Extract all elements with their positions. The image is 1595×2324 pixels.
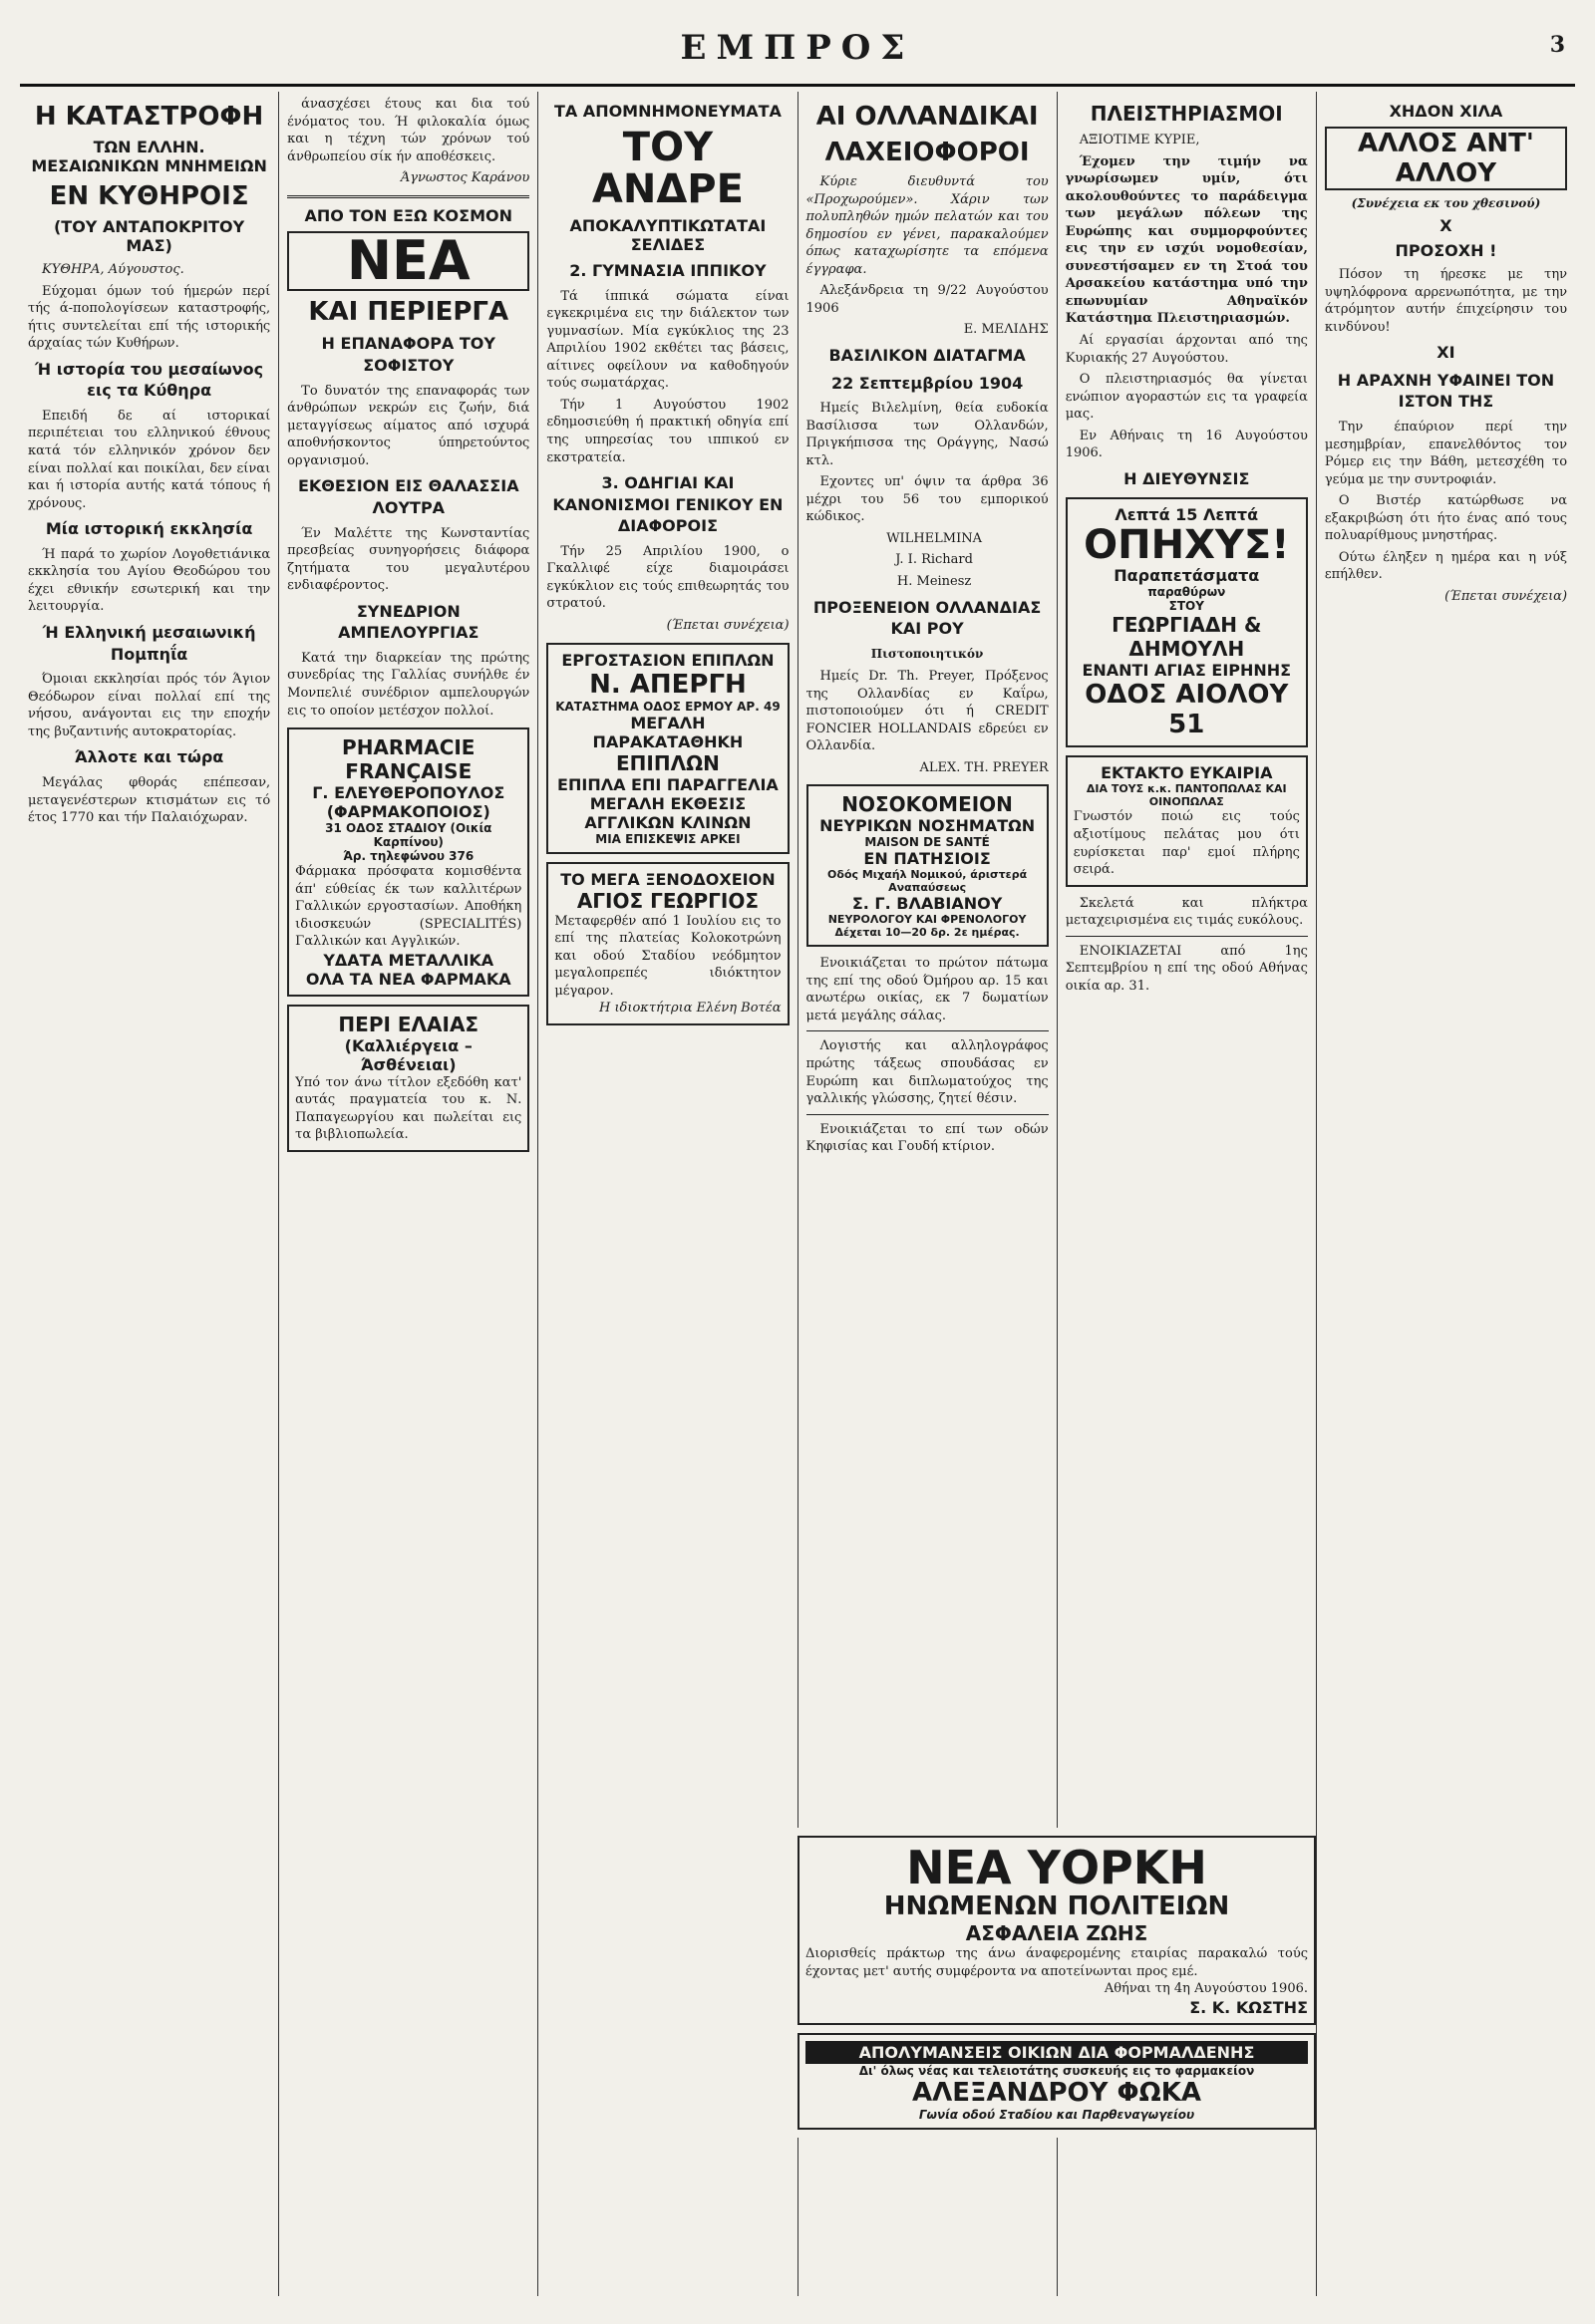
ad-subtitle: ΑΣΦΑΛΕΙΑ ΖΩΗΣ [965,1921,1148,1946]
dateline: Αλεξάνδρεια τη 9/22 Αυγούστου 1906 [805,283,1049,316]
ad-body: Γνωστόν ποιώ εις τούς αξιοτίμους πελάτας μου ότι ευρίσκεται παρ' εμοί πλήρης σειρά. [1073,809,1300,878]
chapter-title: Η ΑΡΑΧΝΗ ΥΦΑΙΝΕΙ ΤΟΝ ΙΣΤΟΝ ΤΗΣ [1337,370,1555,412]
signature: ALEX. TH. PREYER [919,759,1049,775]
ad-kicker: ΕΡΓΟΣΤΑΣΙΟΝ ΕΠΙΠΛΩΝ [561,650,775,670]
column-1 [20,92,278,2296]
paragraph: Εύχομαι όμων τού ήμερών περί τής ά-ποπολογίσεων καταστροφής, ήτις συντελείται επί τής ιστορικής άρχαίας τών Κυθήρων. [28,283,271,352]
ad-line: ΜΕΓΑΛΗ ΕΚΘΕΣΙΣ ΑΓΓΛΙΚΩΝ ΚΛΙΝΩΝ [584,793,752,832]
paragraph: Τά ίππικά σώματα είναι εγκεκριμένα εις την διάλεκτον των γυμνασίων. Μία εγκύκλιος της 23 Απριλίου 1902 εκθέτει τας βάσεις, αίτινες οφείλουν να καθοδηγούν τούς σωματάρχας. [546,288,790,392]
ad-signature: Σ. Κ. ΚΩΣΤΗΣ [1189,1997,1308,2017]
article-body [28,261,270,827]
paragraph: Κύριε διευθυντά του «Προχωρούμεν». Χάριν των πολυπληθών ημών πελατών και του δημοσίου εν γένει, παρακαλούμεν όπως καταχωρίσητε τα επόμενα έγγραφα. [805,174,1049,277]
article-kicker: ΤΑ ΑΠΟΜΝΗΜΟΝΕΥΜΑΤΑ [553,102,782,121]
section-heading: 2. ΓΥΜΝΑΣΙΑ ΙΠΠΙΚΟΥ [569,261,767,280]
classified-ad: ΕΝΟΙΚΙΑΖΕΤΑΙ από 1ης Σεπτεμβρίου η επί της οδού Αθήνας οικία αρ. 31. [1065,943,1308,994]
article-title: ΤΟΥ ΑΝΔΡΕ [591,125,744,212]
section-heading: ΕΚΘΕΣΙΟΝ ΕΙΣ ΘΑΛΑΣΣΙΑ ΛΟΥΤΡΑ [297,476,519,517]
ad-line: MAISON DE SANTÉ [864,835,990,850]
section-heading: ΣΥΝΕΔΡΙΟΝ ΑΜΠΕΛΟΥΡΓΙΑΣ [338,601,479,643]
ad-title: ΟΠΗΧΥΣ! [1084,522,1290,569]
article-title-line2: ΛΑΧΕΙΟΦΟΡΟΙ [824,138,1030,167]
chapter-number: XI [1436,343,1455,363]
advertisement-hotel [546,862,789,1025]
serial-subtitle: (Συνέχεια εκ του χθεσινού) [1351,196,1541,210]
ad-specialty: ΝΕΥΡΟΛΟΓΟΥ ΚΑΙ ΦΡΕΝΟΛΟΓΟΥ [827,913,1027,927]
serial-body [1325,266,1567,605]
paragraph: Ή παρά το χωρίον Λογοθετιάνικα εκκλησία του Αγίου Θεοδώρου του έχει εθνικήν εσωτερική και την λειτουργία. [28,546,271,615]
dateline: ΚΥΘΗΡΑ, Αύγουστος. [42,262,184,277]
ad-price: Λεπτά 15 Λεπτά [1115,505,1259,525]
ad-line: ΜΕΓΑΛΗ ΠΑΡΑΚΑΤΑΘΗΚΗ [592,713,744,751]
paragraph: Εχοντες υπ' όψιν τα άρθρα 36 μέχρι του 56 του εμπορικού κώδικος. [805,474,1049,525]
ad-name: ΑΓΙΟΣ ΓΕΩΡΓΙΟΣ [576,888,760,913]
article-body [806,173,1049,776]
section-heading: ΠΡΟΞΕΝΕΙΟΝ ΟΛΛΑΝΔΙΑΣ ΚΑΙ ΡΟΥ [812,597,1042,639]
bottom-ads [798,1828,1316,2138]
ad-body: Διορισθείς πράκτωρ της άνω άναφερομένης εταιρίας παρακαλώ τούς έχοντας μετ' αυτής συμφέροντα να αποτείνωνται προς εμέ. [805,1946,1308,1979]
paragraph: Αί εργασίαι άρχονται από της Κυριακής 27 Αυγούστου. [1065,333,1308,366]
signature: Η ΔΙΕΥΘΥΝΣΙΣ [1123,468,1250,488]
article-title: ΑΙ ΟΛΛΑΝΔΙΚΑΙ [815,102,1039,132]
ad-kicker: ΤΟ ΜΕΓΑ ΞΕΝΟΔΟΧΕΙΟΝ [560,869,776,889]
masthead-title: ΕΜΠΡΟΣ [680,28,915,68]
section-heading: Η ΕΠΑΝΑΦΟΡΑ ΤΟΥ ΣΟΦΙΣΤΟΥ [321,334,495,376]
ad-line: ΟΛΑ ΤΑ ΝΕΑ ΦΑΡΜΑΚΑ [305,969,511,989]
paragraph: Τήν 1 Αυγούστου 1902 εδημοσιεύθη ή πρακτική οδηγία επί της υπηρεσίας του ιππικού εν εκστρατεία. [546,397,790,465]
feature-subtitle: ΚΑΙ ΠΕΡΙΕΡΓΑ [308,297,509,328]
ad-subtitle: Παραπετάσματα [1114,566,1260,586]
chapter-title: ΠΡΟΣΟΧΗ ! [1395,241,1497,260]
classified-ad: Ενοικιάζεται το πρώτον πάτωμα της επί της οδού Όμήρου αρ. 15 και ανωτέρω οικίας, εκ 7 δωματίων μετά μεγάλης σάλας. [805,956,1049,1023]
ad-line: ΕΠΙΠΛΑ ΕΠΙ ΠΑΡΑΓΓΕΛΙΑ [557,774,779,794]
advertisement-pharmacy [287,727,529,997]
dateline: Εν Αθήναις τη 16 Αυγούστου 1906. [1065,428,1308,461]
column-3 [537,92,797,2296]
signature: J. I. Richard [895,552,973,568]
ad-body: Μεταφερθέν από 1 Ιουλίου εις το επί της πλατείας Κολοκοτρώνη και οδού Σταδίου νεόδμητον μεγαλοπρεπές ιδιόκτητον μέγαρον. [554,913,782,999]
advertisement-insurance [798,1836,1316,2025]
article-title: Η ΚΑΤΑΣΤΡΟΦΗ [34,102,264,132]
ad-date: Αθήναι τη 4η Αυγούστου 1906. [1104,1981,1308,1997]
paragraph: Τήν 25 Απριλίου 1900, ο Γκαλλιφέ είχε διαμοιράσει εγκύκλιον εις τούς επιθεωρητάς του στρατού. [546,543,790,612]
ad-body: Υπό τον άνω τίτλον εξεδόθη κατ' αυτάς πραγματεία του κ. Ν. Παπαγεωργίου και πωλείται εις τα βιβλιοπωλεία. [295,1074,522,1143]
column-6 [1316,92,1575,2296]
ad-title: PHARMACIE FRANÇAISE [342,735,476,784]
ad-address: Γωνία οδού Σταδίου και Παρθεναγωγείου [918,2107,1195,2122]
section-heading: Μία ιστορική εκκλησία [45,519,253,539]
ad-subtitle: (Καλλιέργεια – Άσθένειαι) [344,1035,473,1074]
ad-prefix: ΣΤΟΥ [1168,599,1204,614]
classified-ad: Ενοικιάζεται το επί των οδών Κηφισίας και Γουδή κτίριον. [805,1121,1049,1155]
article-title-line3: ΕΝ ΚΥΘΗΡΟΙΣ [49,181,249,211]
section-heading: Ή ιστορία του μεσαίωνος εις τα Κύθηρα [35,359,264,401]
article-byline: (ΤΟΥ ΑΝΤΑΠΟΚΡΙΤΟΥ ΜΑΣ) [53,217,245,255]
paragraph: Ημείς Dr. Th. Preyer, Πρόξενος της Ολλανδίας εν Καΐρω, πιστοποιούμεν ότι ή CREDIT FONCIER HOLLANDAIS εδρεύει εν Ολλανδία. [805,668,1049,754]
section-heading: Άλλοτε και τώρα [74,747,224,767]
ad-landmark: ΕΝΑΝΤΙ ΑΓΙΑΣ ΕΙΡΗΝΗΣ [1082,661,1292,681]
ad-title: ΕΚΤΑΚΤΟ ΕΥΚΑΙΡΙΑ [1101,763,1273,783]
ad-name: ΓΕΩΡΓΙΑΔΗ & ΔΗΜΟΥΛΗ [1112,613,1262,662]
decree-date: 22 Σεπτεμβρίου 1904 [830,373,1024,393]
serial-title: ΑΛΛΟΣ ΑΝΤ' ΑΛΛΟΥ [1325,127,1567,190]
ad-subtitle: ΗΝΩΜΕΝΩΝ ΠΟΛΙΤΕΙΩΝ [883,1891,1230,1922]
ad-address: 31 ΟΔΟΣ ΣΤΑΔΙΟΥ (Οικία Καρπίνου) [325,821,492,850]
paragraph: Έν Μαλέττε της Κωνσταντίας πρεσβείας συνηγορήσεις διάφορα ζητήματα του μεγαλυτέρου ενδιαφέροντος. [287,525,530,594]
paragraph: Ημείς Βιλελμίνη, θεία ευδοκία Βασίλισσα των Ολλανδών, Πριγκήπισσα της Οράγγης, Νασώ κτλ. [805,401,1049,468]
ad-address: Οδός Μιχαήλ Νομικού, άριστερά Αναπαύσεως [827,868,1028,895]
salutation: ΑΞΙΟΤΙΜΕ ΚΥΡΙΕ, [1079,133,1200,147]
classified-ad: Σκελετά και πλήκτρα μεταχειρισμένα εις τιμάς ευκόλους. [1065,895,1308,929]
feature-title: ΝΕΑ [287,231,529,292]
article-title: ΠΛΕΙΣΤΗΡΙΑΣΜΟΙ [1090,102,1283,126]
signature: WILHELMINA [886,530,982,546]
classified-ads [1066,895,1308,996]
advertisement-curtains [1066,497,1308,747]
classified-ad: Λογιστής και αλληλογράφος πρώτης τάξεως σπουδάσας εν Ευρώπη και διπλωματούχος της γαλλικής γλώσσης, ζητεί θέσιν. [805,1038,1049,1107]
signature: Άγνωστος Καράνου [400,170,530,186]
ad-doctor: Σ. Γ. ΒΛΑΒΙΑΝΟΥ [851,894,1003,914]
advertisement-disinfection [798,2033,1316,2130]
ad-name: ΑΛΕΞΑΝΔΡΟΥ ΦΩΚΑ [912,2077,1201,2108]
masthead [20,14,1575,87]
paragraph: Ο πλειστηριασμός θα γίνεται ενώπιον αγοραστών εις τα γραφεία μας. [1065,372,1308,423]
ad-subtitle: ΝΕΥΡΙΚΩΝ ΝΟΣΗΜΑΤΩΝ [819,816,1036,836]
article-subtitle: ΑΠΟΚΑΛΥΠΤΙΚΩΤΑΤΑΙ ΣΕΛΙΔΕΣ [569,216,767,254]
ad-title: ΑΠΟΛΥΜΑΝΣΕΙΣ ΟΙΚΙΩΝ ΔΙΑ ΦΟΡΜΑΛΔΕΝΗΣ [805,2041,1308,2064]
ad-subtitle: ΔΙΑ ΤΟΥΣ κ.κ. ΠΑΝΤΟΠΩΛΑΣ ΚΑΙ ΟΙΝΟΠΩΛΑΣ [1086,782,1287,809]
ad-title: ΝΟΣΟΚΟΜΕΙΟΝ [841,792,1013,817]
ad-address: ΟΔΟΣ ΑΙΟΛΟΥ 51 [1085,680,1289,740]
article-body [287,96,529,187]
paragraph: άνασχέσει έτους και δια τού ένόματος του. Ή φιλοκαλία όμως και η τέχνη τών χρόνων τού άνθρωπείου σίκ ήν αποθέσκεις. [287,97,530,164]
paragraph: Κατά την διαρκείαν της πρώτης συνεδρίας της Γαλλίας συνήλθε έν Μονπελιέ συνέδριον αμπελουργών εις το οποίον μετέσχον πολλοί. [287,650,530,719]
section-subheading: Πιστοποιητικόν [870,646,984,661]
ad-line: ΕΠΙΠΛΩΝ [616,750,720,775]
advertisement-clinic [806,784,1049,947]
ad-hours: Δέχεται 10—20 δρ. 2ε ημέρας. [834,926,1020,940]
page-number: 3 [1549,32,1565,58]
ad-signature: Η ιδιοκτήτρια Ελένη Βοτέα [598,1001,782,1017]
signature: H. Meinesz [896,574,972,590]
ad-line: ΥΔΑΤΑ ΜΕΤΑΛΛΙΚΑ [323,950,494,970]
paragraph: Ο Βιστέρ κατώρθωσε να εξακριβώση ότι ήτο ένας από τους πολυαρίθμους μνηστήρας. [1324,493,1568,544]
ad-name: Ν. ΑΠΕΡΓΗ [589,669,747,700]
newspaper-page [20,14,1575,2296]
ad-location: ΕΝ ΠΑΤΗΣΙΟΙΣ [863,849,991,869]
advertisement-grocers [1066,755,1308,886]
paragraph: Επειδή δε αί ιστορικαί περιπέτειαι του ελληνικού έθνους κατά τόν ελληνικόν χρόνον δεν είναι πολλαί και ποικίλαι, δεν είναι και ή ιστορία αυτής κατά τόπους ή χρόνους. [28,408,271,511]
paragraph: Πόσον τη ήρεσκε με την υψηλόφρονα αρρενωπότητα, με την άτρόμητον αυτήν έπιχείρησιν του κινδύνου! [1324,267,1568,335]
paragraph: Όμοιαι εκκλησίαι πρός τόν Άγιον Θεόδωρον είναι πολλαί επί της νήσου, ανάγονται εις την εποχήν της βυζαντινής αυτοκρατορίας. [28,672,271,739]
ad-body: Φάρμακα πρόσφατα κομισθέντα άπ' εύθείας έκ των καλλιτέρων Γαλλικών εργοστασίων. Αποθήκη ιδιοσκευών (SPECIALITÉS) Γαλλικών και Αγγλικών. [295,864,522,950]
section-heading: 3. ΟΔΗΓΙΑΙ ΚΑΙ ΚΑΝΟΝΙΣΜΟΙ ΓΕΝΙΚΟΥ ΕΝ ΔΙΑΦΟΡΟΙΣ [552,473,784,536]
feature-body [287,333,529,720]
paragraph: Μεγάλας φθοράς επέπεσαν, μεταγενέστερων κτισμάτων εις τό έτος 1770 και τήν Παλαιόχωραν. [28,774,271,826]
chapter-number: X [1439,216,1452,235]
ad-title: ΝΕΑ ΥΟΡΚΗ [906,1841,1207,1894]
column-2 [278,92,537,2296]
section-heading: ΒΑΣΙΛΙΚΟΝ ΔΙΑΤΑΓΜΑ [828,345,1026,365]
section-header: ΑΠΟ ΤΟΝ ΕΞΩ ΚΟΣΜΟΝ [304,205,512,225]
paragraph: Έχομεν την τιμήν να γνωρίσωμεν υμίν, ότι ακολουθούντες το παράδειγμα των μεγάλων πόλεων της Ευρώπης και συμμορφούντες εις την εν ισχύι νομοθεσίαν, συνεστήσαμεν εν τη Στοά του Αρσακείου κατάστημα υπό την επωνυμίαν Αθηναϊκόν Κατάστημα Πλειστηριασμών. [1065,153,1308,327]
signature: Ε. ΜΕΛΙΔΗΣ [963,322,1049,338]
paragraph: Ούτω έληξεν η ημέρα και η νύξ επήλθεν. [1324,549,1568,583]
ad-name: Γ. ΕΛΕΥΘΕΡΟΠΟΥΛΟΣ (ΦΑΡΜΑΚΟΠΟΙΟΣ) [312,783,505,822]
continued-note: (Έπεται συνέχεια) [666,618,790,634]
ad-line: Δι' όλως νέας και τελειοτάτης συσκευής εις το φαρμακείον [858,2063,1255,2078]
article-body [546,260,789,635]
advertisement-book [287,1005,529,1152]
classified-ads [806,955,1049,1155]
article-title-line2: ΤΩΝ ΕΛΛΗΝ. ΜΕΣΑΙΩΝΙΚΩΝ ΜΝΗΜΕΙΩΝ [31,138,267,175]
serial-kicker: ΧΗΔΟΝ ΧΙΛΑ [1389,102,1503,121]
ad-subtitle: παραθύρων [1147,585,1226,600]
article-body [1066,132,1308,489]
paragraph: Το δυνατόν της επαναφοράς των άνθρώπων νεκρών εις ζωήν, διά μεταγγίσεως αίματος από ισχυρά αποθνήσκοντος ύπηρετούντος οργανισμού. [287,383,530,468]
ad-title: ΠΕΡΙ ΕΛΑΙΑΣ [338,1012,479,1036]
paragraph: Την έπαύριον περί την μεσημβρίαν, επανελθόντος τον Ρόμερ εις την Βάθη, μετεσχέθη το γεύμα με την συντροφιάν. [1324,419,1568,487]
continued-note: (Έπεται συνέχεια) [1444,588,1568,604]
advertisement-furniture [546,643,789,854]
ad-phone: Άρ. τηλεφώνου 376 [343,849,475,864]
section-heading: Ή Ελληνική μεσαιωνική Πομπηΐα [42,622,256,664]
ad-address: ΚΑΤΑΣΤΗΜΑ ΟΔΟΣ ΕΡΜΟΥ ΑΡ. 49 [555,699,781,714]
ad-line: ΜΙΑ ΕΠΙΣΚΕΨΙΣ ΑΡΚΕΙ [595,831,741,846]
